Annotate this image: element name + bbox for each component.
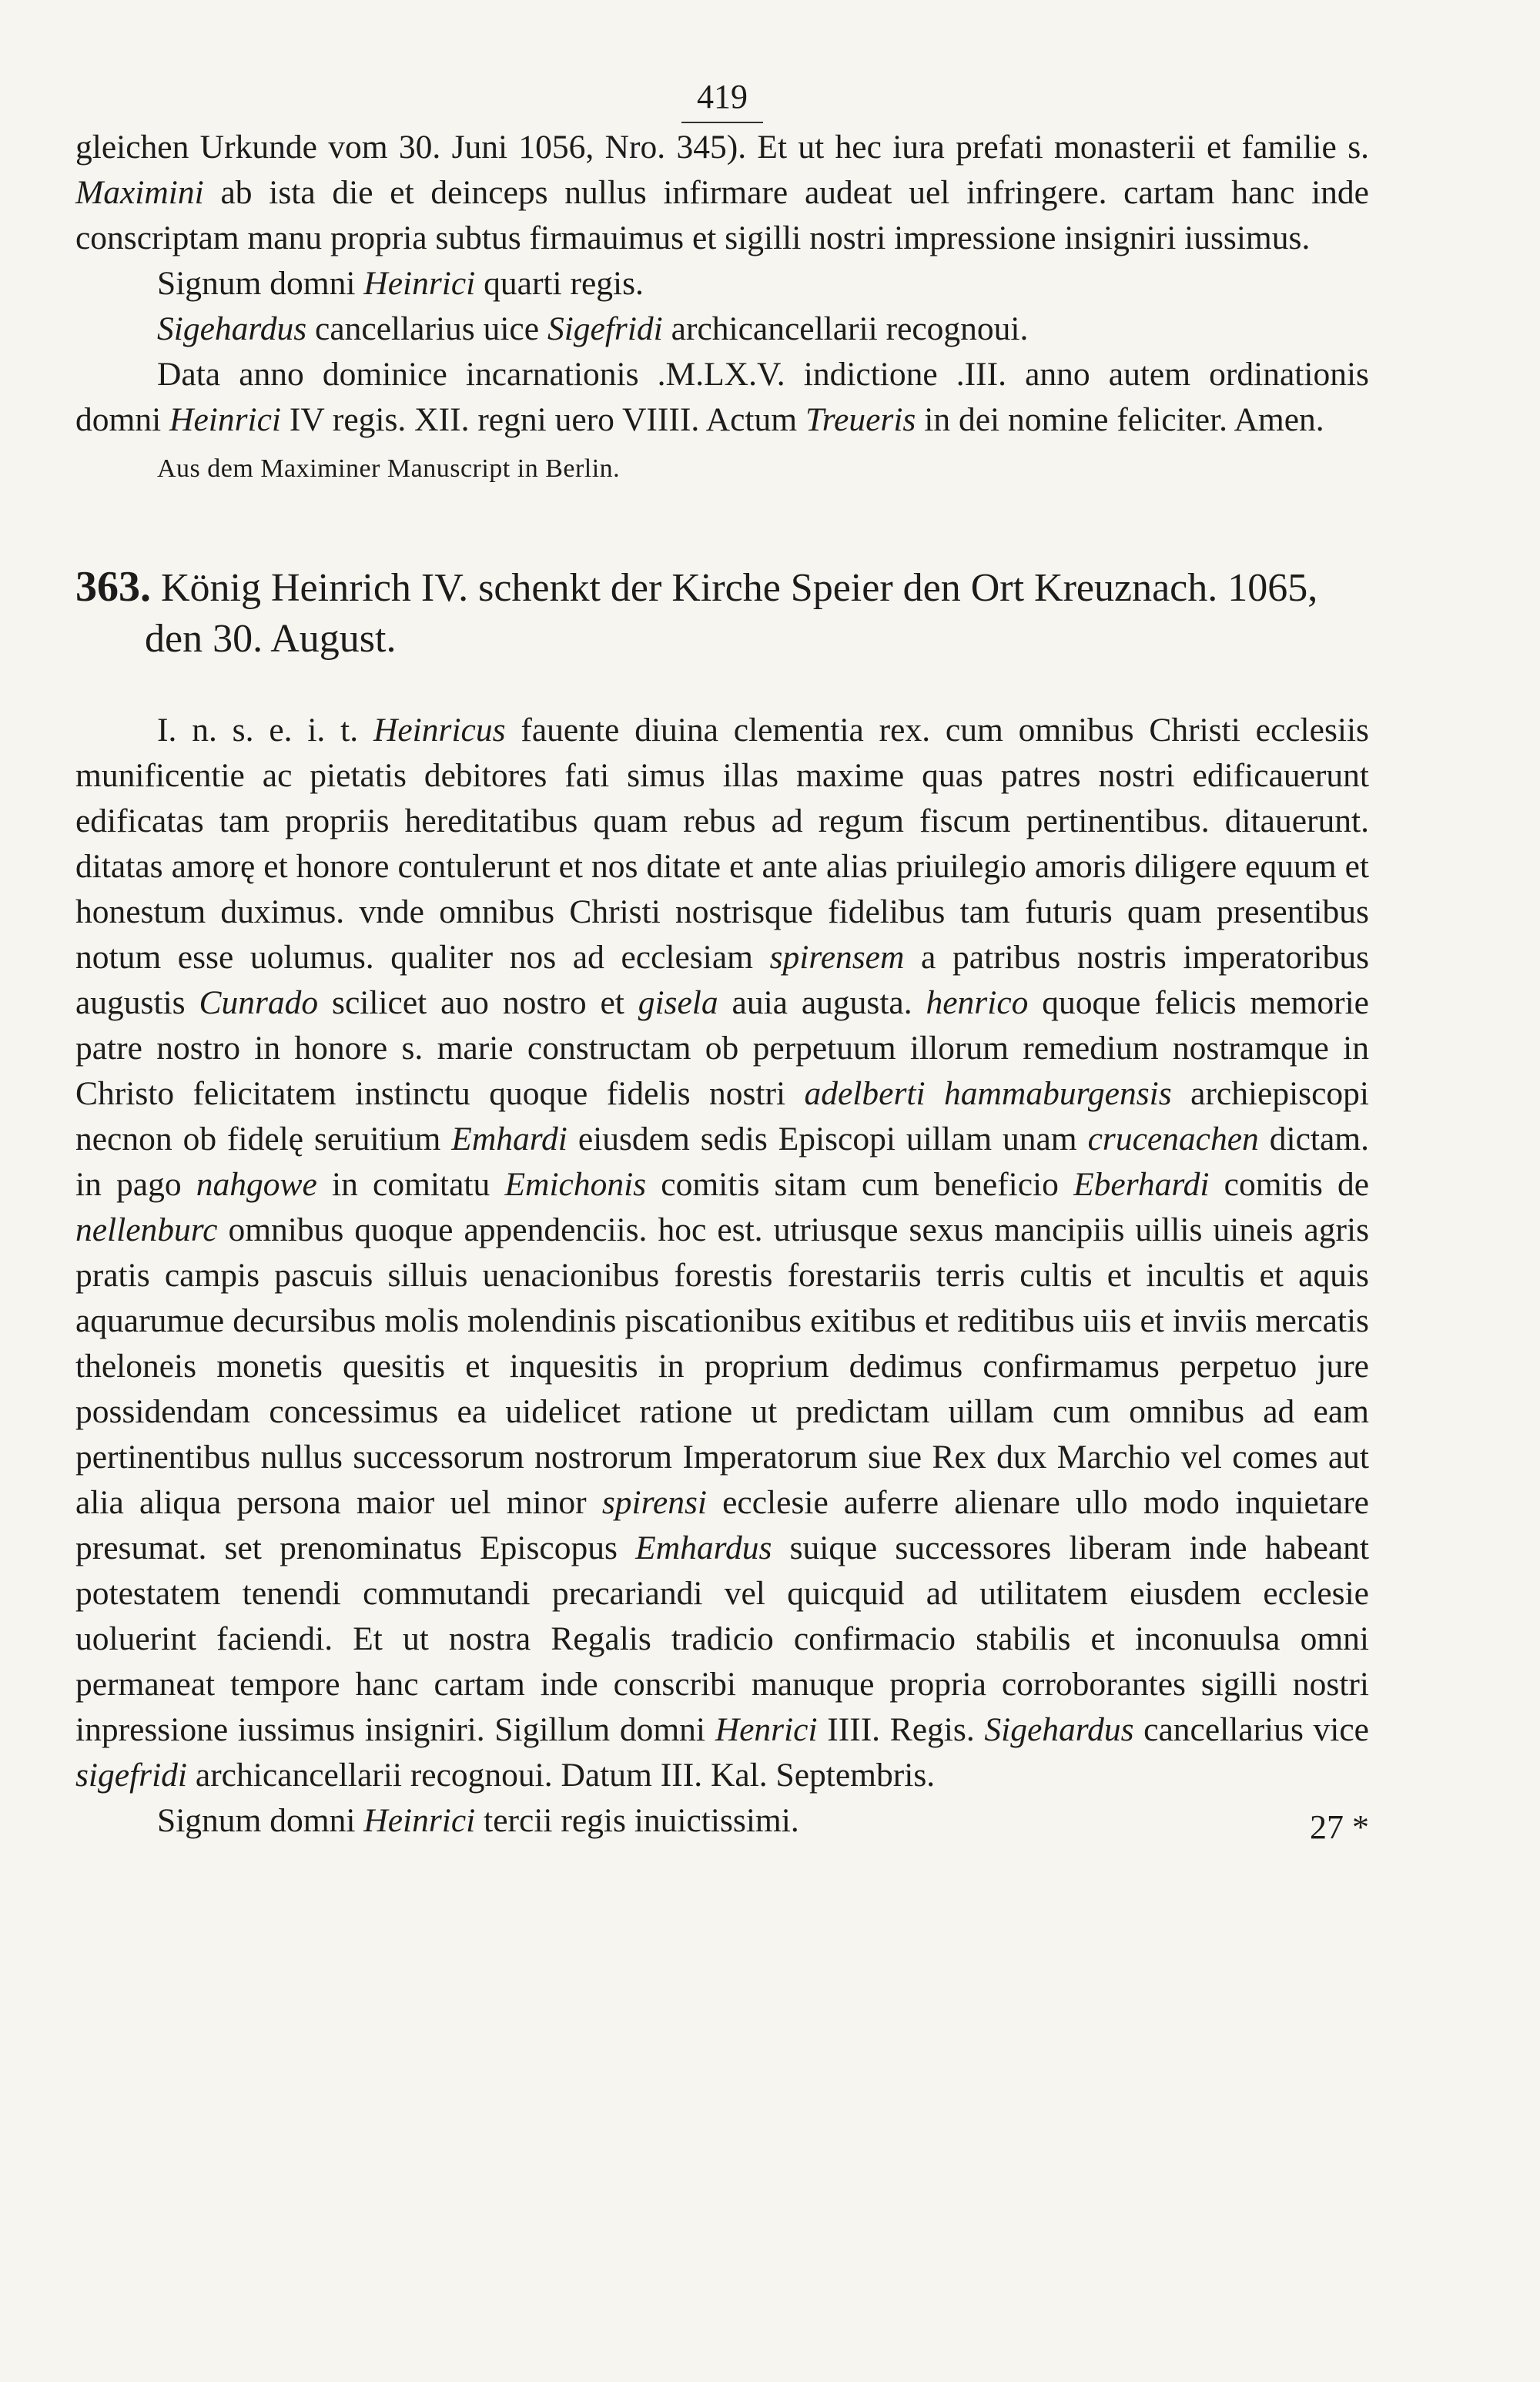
dating-end: in dei nomine feliciter. Amen. (916, 401, 1324, 438)
document-number: 363. (75, 563, 151, 611)
document-title: König Heinrich IV. schenkt der Kirche Speier den Ort Kreuznach. 1065, den 30. August. (145, 566, 1318, 661)
chancellor-mid: cancellarius uice (306, 310, 547, 347)
body-text: in comitatu (316, 1166, 505, 1203)
dating-suffix: IV regis. XII. regni uero VIIII. Actum (281, 401, 805, 438)
body-text: archicancellarii recognoui. Datum III. Kal. Septembris. (187, 1757, 936, 1794)
preceding-document-ending (75, 125, 1369, 261)
document-page (75, 74, 1369, 1844)
body-text: comitis sitam cum beneficio (646, 1166, 1074, 1203)
body-text: a patribus nostris imperatoribus augustis (75, 939, 1370, 1021)
body-italic: nahgowe (196, 1166, 317, 1203)
page-number (75, 74, 1369, 125)
final-signum-prefix: Signum domni (157, 1802, 364, 1839)
signum-suffix: quarti regis. (475, 265, 644, 302)
body-text: cancellarius vice (1133, 1711, 1369, 1748)
chancellor-line (75, 307, 1369, 352)
charter-body (75, 708, 1369, 1798)
source-note: Aus dem Maximiner Manuscript in Berlin. (157, 454, 621, 483)
body-text: fauente diuina clementia rex. cum omnibus Christi ecclesiis munificentie ac pietatis debitores fati simus illas maxime quas patres nostri edificauerunt edificatas tam propriis hereditatibus quam rebus ad regum fiscum pertinentibus. ditauerunt. ditatas amorę et honore contulerunt et nos ditate et ante alias priuilegio amoris diligere equum et honestum duximus. vnde omnibus Christi nostrisque fidelibus tam futuris quam presentibus notum esse uolumus. qualiter nos ad ecclesiam (75, 712, 1369, 976)
signum-name: Heinrici (363, 265, 476, 302)
dating-place: Treueris (805, 401, 916, 438)
reference-text: gleichen Urkunde vom 30. Juni 1056, Nro. 345). Et ut hec iura prefati monasterii et familie s. (75, 129, 1369, 166)
final-signum-line (75, 1798, 1369, 1844)
dating-prefix: Data anno dominice incarnationis .M.LX.V. indictione .III. anno autem ordinationis domni (75, 356, 1369, 438)
body-italic: gisela (638, 984, 718, 1021)
body-italic: sigefridi (75, 1757, 188, 1794)
body-text: comitis de (1209, 1166, 1370, 1203)
signum-prefix: Signum domni (157, 265, 364, 302)
name-maximini: Maximini (75, 174, 204, 211)
body-text: IIII. Regis. (817, 1711, 985, 1748)
body-italic: Sigehardus (984, 1711, 1134, 1748)
chancellor-suffix: archicancellarii recognoui. (662, 310, 1029, 347)
body-text: eiusdem sedis Episcopi uillam unam (567, 1121, 1088, 1157)
body-italic: spirensem (769, 939, 905, 976)
body-text: quoque felicis memorie patre nostro in honore s. marie constructam ob perpetuum illorum remedium nostramque in Christo felicitatem instinctu quoque fidelis nostri (75, 984, 1369, 1112)
final-signum-suffix: tercii regis inuictissimi. (475, 1802, 799, 1839)
final-signum-name: Heinrici (363, 1802, 476, 1839)
body-italic: adelberti hammaburgensis (804, 1075, 1172, 1112)
page-number-text: 419 (681, 74, 763, 123)
body-italic: nellenburc (75, 1211, 218, 1248)
body-text: omnibus quoque appendenciis. hoc est. utriusque sexus mancipiis uillis uineis agris pratis campis pascuis silluis uenacionibus forestis forestariis terris cultis et incultis et aquis aquarumue decursibus molis molendinis piscationibus exitibus et reditibus uiis et inviis mercatis theloneis monetis quesitis et inquesitis in proprium dedimus confirmamus perpetuo jure possidendam concessimus ea uidelicet ratione ut predictam uillam cum omnibus ad eam pertinentibus nullus successorum nostrorum Imperatorum siue Rex dux Marchio vel comes aut alia aliqua persona maior uel minor (75, 1211, 1369, 1521)
final-signum-block (75, 1798, 1369, 1844)
preceding-text-rest: ab ista die et deinceps nullus infirmare audeat uel infringere. cartam hanc inde conscriptam manu propria subtus firmauimus et sigilli nostri impressione insigniri iussimus. (75, 174, 1369, 256)
body-text: dictam. in pago (75, 1121, 1369, 1203)
body-text: archiepiscopi necnon ob fidelę seruitium (75, 1075, 1370, 1157)
signature-mark: 27 * (1310, 1808, 1369, 1846)
dating-clause (75, 352, 1369, 443)
body-text: I. n. s. e. i. t. (157, 712, 373, 749)
body-italic: Heinricus (373, 712, 506, 749)
body-italic: crucenachen (1087, 1121, 1259, 1157)
body-italic: henrico (926, 984, 1029, 1021)
body-italic: Eberhardi (1073, 1166, 1210, 1203)
body-italic: Cunrado (199, 984, 319, 1021)
body-text: auia augusta. (718, 984, 926, 1021)
archchancellor-name: Sigefridi (547, 310, 663, 347)
body-italic: Emhardi (451, 1121, 567, 1157)
body-text: scilicet auo nostro et (318, 984, 638, 1021)
signum-line (75, 261, 1369, 307)
document-heading (75, 561, 1369, 665)
body-italic: Emhardus (635, 1529, 772, 1566)
body-text: suique successores liberam inde habeant potestatem tenendi commutandi precariandi vel quicquid ad utilitatem eiusdem ecclesie uoluerint faciendi. Et ut nostra Regalis tradicio confirmacio stabilis et inconuulsa omni permaneat tempore hanc cartam inde conscribi manuque propria corroborantes sigilli nostri inpressione iussimus insigniri. Sigillum domni (75, 1529, 1369, 1748)
chancellor-name: Sigehardus (157, 310, 307, 347)
body-italic: Henrici (715, 1711, 818, 1748)
body-italic: Emichonis (504, 1166, 647, 1203)
dating-name: Heinrici (169, 401, 282, 438)
body-italic: spirensi (601, 1484, 707, 1521)
body-text: ecclesie auferre alienare ullo modo inquietare presumat. set prenominatus Episcopus (75, 1484, 1369, 1566)
